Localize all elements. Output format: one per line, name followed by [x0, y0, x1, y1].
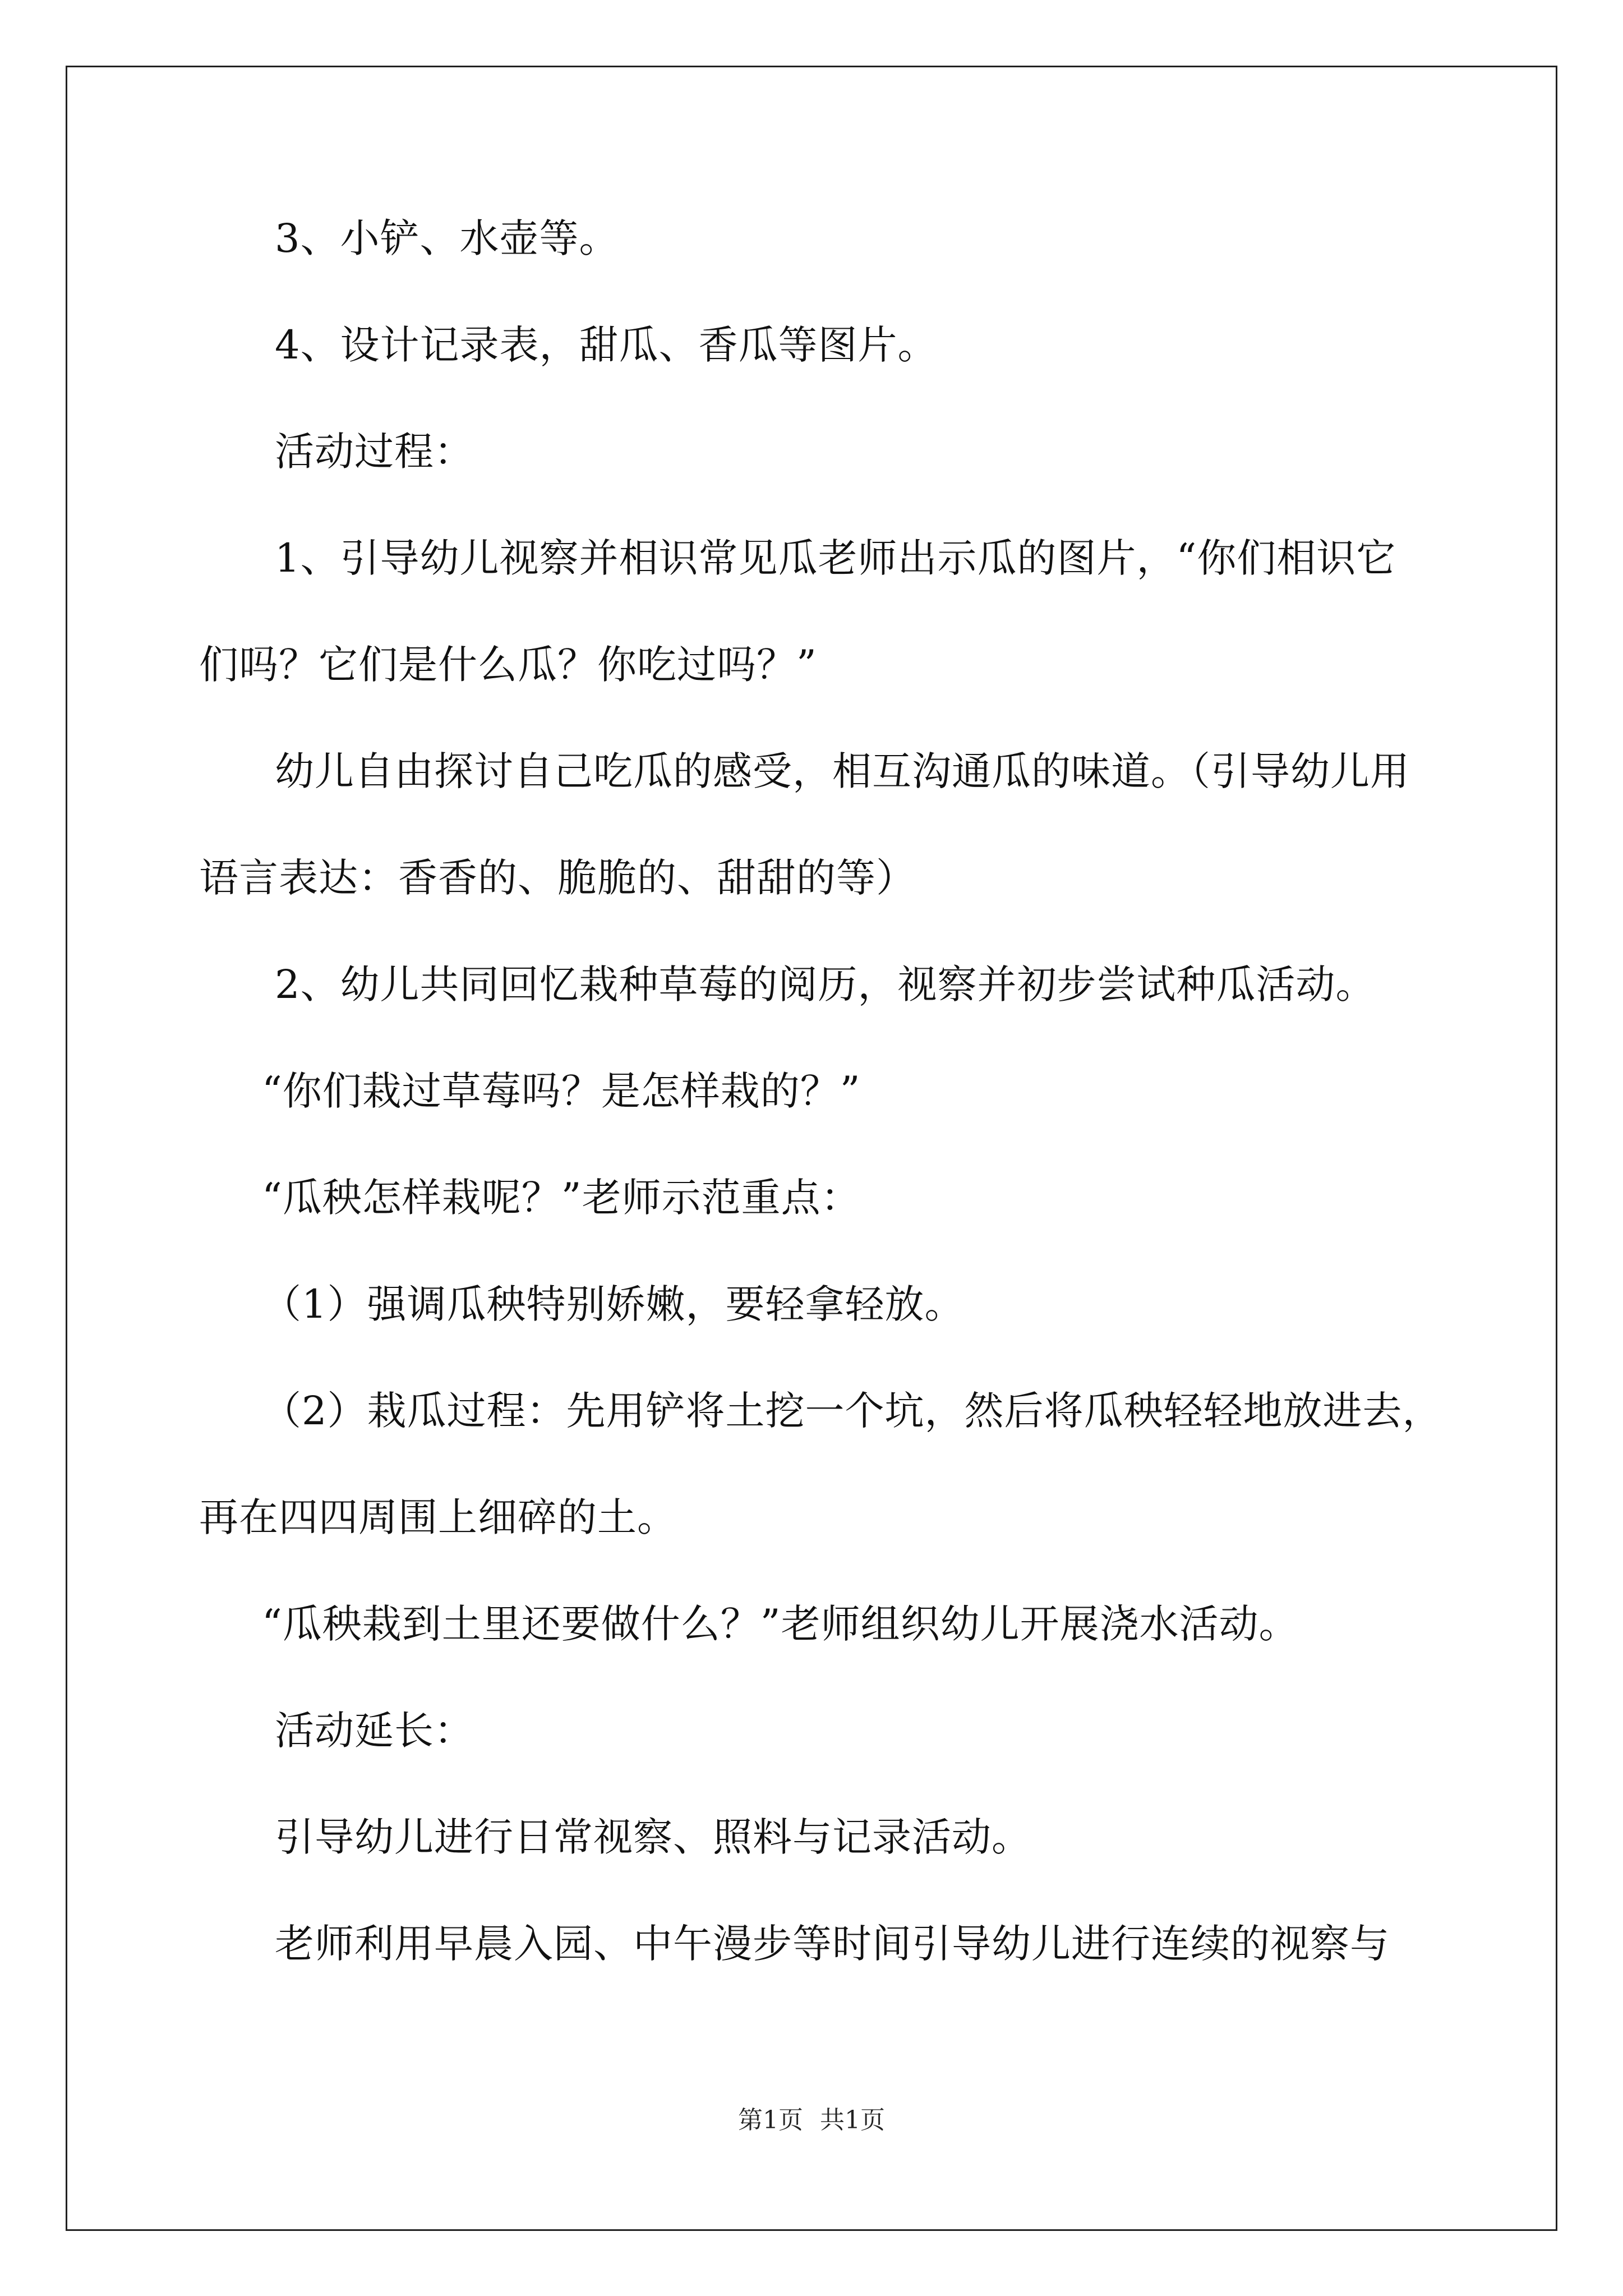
page-footer	[0, 2104, 1623, 2137]
paragraph-line: 3、小铲、水壶等。	[275, 215, 619, 261]
paragraph-line: “你们栽过草莓吗？是怎样栽的？”	[262, 1068, 861, 1114]
paragraph-line: （1）强调瓜秧特别娇嫩，要轻拿轻放。	[262, 1281, 965, 1327]
paragraph-line: “瓜秧怎样栽呢？”老师示范重点：	[262, 1175, 861, 1221]
section-heading: 活动过程：	[275, 429, 474, 475]
section-heading: 活动延长：	[275, 1708, 474, 1754]
paragraph-line: 语言表达：香香的、脆脆的、甜甜的等）	[199, 855, 916, 901]
paragraph-line: 再在四四周围上细碎的土。	[199, 1494, 677, 1540]
paragraph-line: （2）栽瓜过程：先用铲将土挖一个坑，然后将瓜秧轻轻地放进去，	[262, 1388, 1442, 1434]
paragraph-line: 幼儿自由探讨自己吃瓜的感受，相互沟通瓜的味道。（引导幼儿用	[275, 748, 1410, 794]
paragraph-line: 们吗？它们是什么瓜？你吃过吗？”	[199, 642, 817, 688]
paragraph-line: 引导幼儿进行日常视察、照料与记录活动。	[275, 1814, 1031, 1860]
paragraph-line: 4、设计记录表，甜瓜、香瓜等图片。	[275, 322, 938, 368]
paragraph-line: 1、引导幼儿视察并相识常见瓜老师出示瓜的图片，“你们相识它	[275, 535, 1396, 581]
paragraph-line: 老师利用早晨入园、中午漫步等时间引导幼儿进行连续的视察与	[275, 1921, 1390, 1967]
page-number-total: 共1页	[820, 2106, 885, 2134]
page-number-current: 第1页	[738, 2106, 803, 2134]
paragraph-line: 2、幼儿共同回忆栽种草莓的阅历，视察并初步尝试种瓜活动。	[275, 961, 1376, 1007]
paragraph-line: “瓜秧栽到土里还要做什么？”老师组织幼儿开展浇水活动。	[262, 1601, 1299, 1647]
page-border	[66, 66, 1557, 2231]
